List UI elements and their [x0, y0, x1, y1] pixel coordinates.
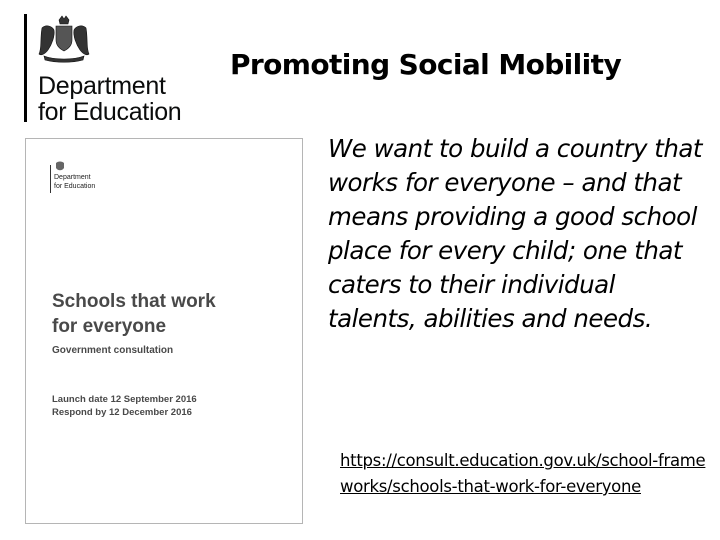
cover-logo-line1: Department	[54, 174, 91, 181]
cover-logo-line2: for Education	[54, 183, 96, 190]
cover-title-line2: for everyone	[52, 316, 167, 337]
logo-text-for-education: for Education	[38, 98, 182, 126]
body-text: We want to build a country that works for everyone – and that means providing a good school place for every child; one that caters to their individual talents, abilities and needs.	[328, 134, 703, 333]
cover-title-line1: Schools that work	[52, 291, 216, 312]
cover-respond-date: Respond by 12 December 2016	[52, 407, 192, 418]
cover-launch-date: Launch date 12 September 2016	[52, 394, 197, 405]
department-logo	[24, 14, 214, 126]
consultation-link[interactable]: https://consult.education.gov.uk/school-frameworks/schools-that-work-for-everyone	[340, 451, 706, 496]
consultation-cover-image	[25, 138, 303, 524]
slide-title: Promoting Social Mobility	[230, 48, 622, 81]
cover-subtitle: Government consultation	[52, 345, 174, 356]
logo-text-department: Department	[38, 72, 166, 100]
royal-coat-of-arms-icon	[36, 14, 92, 64]
cover-dates	[52, 393, 197, 419]
cover-logo	[50, 161, 120, 195]
cover-crest-icon	[54, 161, 66, 172]
cover-logo-text	[54, 173, 95, 191]
logo-bar	[24, 14, 27, 122]
cover-logo-bar	[50, 165, 51, 193]
cover-title	[52, 289, 292, 339]
